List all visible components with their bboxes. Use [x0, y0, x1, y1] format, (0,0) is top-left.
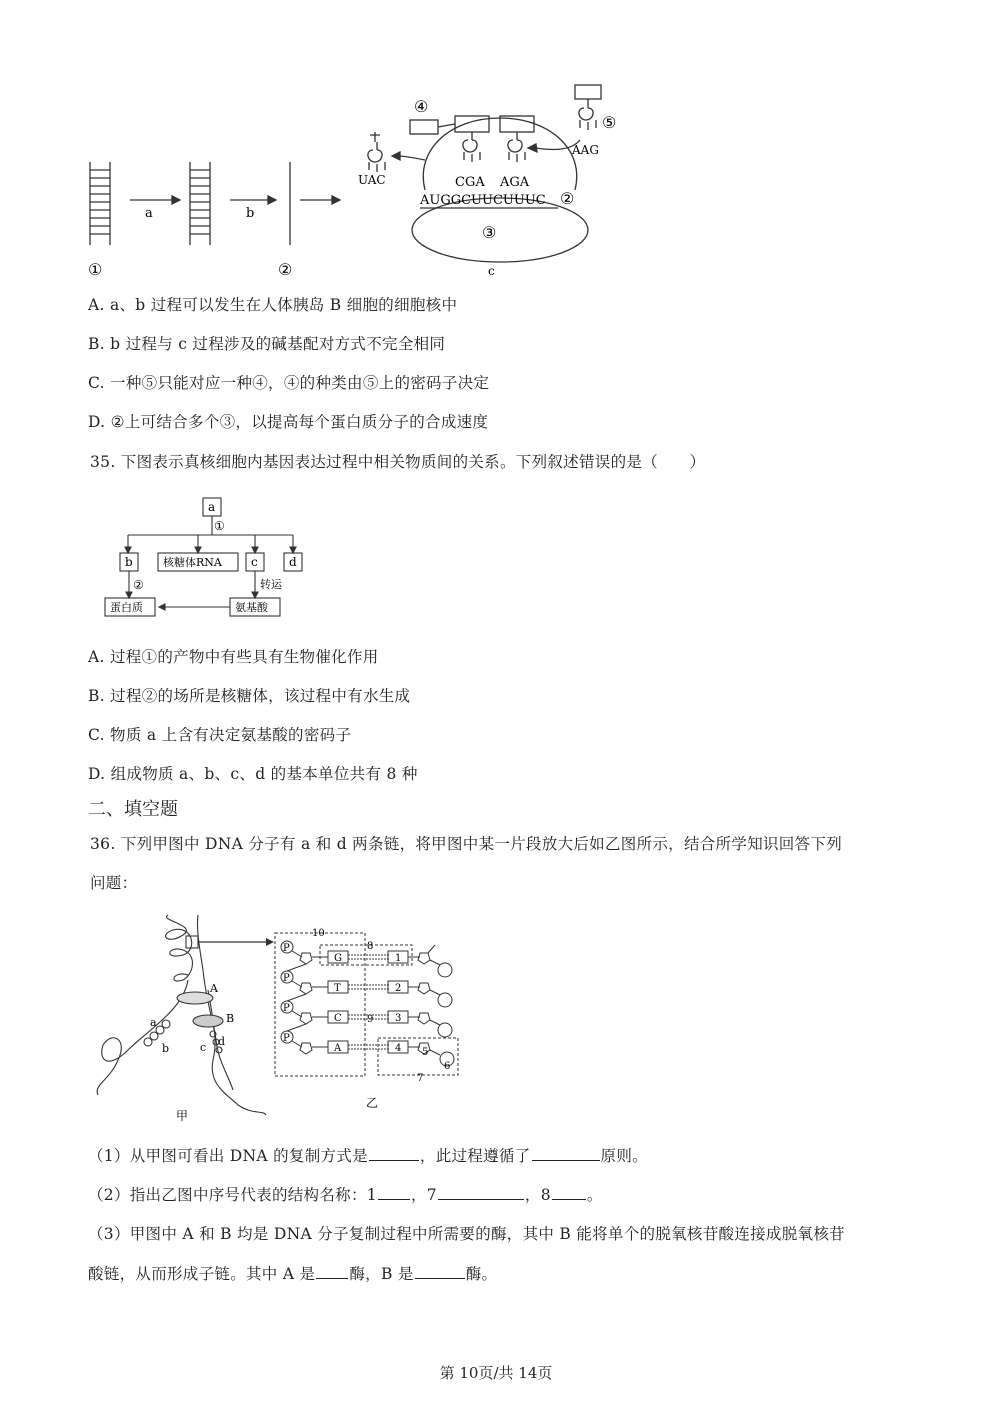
q36-blank-structure-8[interactable]	[552, 1185, 586, 1200]
fig34-aag: AAG	[572, 143, 599, 157]
q34-option-a: A. a、b 过程可以发生在人体胰岛 B 细胞的细胞核中	[88, 296, 458, 314]
q35-option-c: C. 物质 a 上含有决定氨基酸的密码子	[88, 726, 352, 744]
q36-blank-replication-mode[interactable]	[369, 1146, 419, 1161]
figure-q35-relationship	[100, 495, 320, 620]
q34-option-d: D. ②上可结合多个③，以提高每个蛋白质分子的合成速度	[88, 413, 489, 431]
yi-base-right-4: 4	[395, 1043, 402, 1054]
q36-sub2-text-b: ，7	[410, 1186, 437, 1204]
q36-stem-line1: 36. 下列甲图中 DNA 分子有 a 和 d 两条链，将甲图中某一片段放大后如乙图所示，结合所学知识回答下列	[90, 835, 842, 853]
q36-sub2	[88, 1183, 603, 1205]
q36-blank-enzyme-a[interactable]	[316, 1264, 348, 1279]
yi-p-1: P	[283, 943, 290, 954]
yi-base-left-1: G	[334, 953, 342, 964]
yi-label-6: 6	[444, 1061, 451, 1072]
yi-label-8: 8	[367, 941, 374, 952]
jia-caption: 甲	[176, 1109, 189, 1123]
q35-transport: 转运	[260, 578, 282, 591]
q36-sub1-text-b: ，此过程遵循了	[419, 1147, 531, 1165]
yi-caption: 乙	[366, 1096, 379, 1110]
yi-p-3: P	[283, 1003, 290, 1014]
fig34-label-2-bottom: ②	[278, 260, 293, 279]
q36-sub1-text-c: 原则。	[600, 1147, 648, 1165]
yi-label-7: 7	[417, 1073, 424, 1084]
q36-sub3-text-c: 酶。	[465, 1265, 498, 1283]
q35-node-protein: 蛋白质	[110, 601, 143, 614]
yi-base-right-2: 2	[395, 983, 402, 994]
fig34-label-a: a	[145, 206, 153, 221]
q36-sub3-text-a: 酸链，从而形成子链。其中 A 是	[88, 1265, 316, 1283]
q35-node-a: a	[208, 500, 216, 514]
fig34-label-2-mrna: ②	[560, 189, 575, 208]
q35-node-c: c	[251, 555, 258, 569]
yi-base-right-1: 1	[395, 953, 402, 964]
q36-sub3-line2	[88, 1262, 497, 1284]
yi-base-right-3: 3	[395, 1013, 402, 1024]
fig34-uac: UAC	[358, 173, 386, 187]
jia-label-B: B	[226, 1012, 235, 1025]
q36-sub1-text-a: （1）从甲图可看出 DNA 的复制方式是	[88, 1147, 368, 1165]
yi-label-10: 10	[312, 928, 325, 939]
q36-sub2-text-a: （2）指出乙图中序号代表的结构名称：1	[88, 1186, 377, 1204]
q35-node-amino: 氨基酸	[235, 601, 268, 614]
yi-label-9: 9	[367, 1014, 374, 1025]
q36-sub2-text-d: 。	[586, 1186, 603, 1204]
jia-label-A: A	[210, 982, 218, 995]
page-footer: 第 10页/共 14页	[439, 1364, 553, 1382]
q34-option-c: C. 一种⑤只能对应一种④，④的种类由⑤上的密码子决定	[88, 374, 490, 392]
yi-p-4: P	[283, 1033, 290, 1044]
q36-sub2-text-c: ，8	[524, 1186, 551, 1204]
q35-option-d: D. 组成物质 a、b、c、d 的基本单位共有 8 种	[88, 765, 418, 783]
q36-sub1	[88, 1144, 648, 1166]
figure-jia-dna-replication	[88, 910, 278, 1125]
q34-option-b: B. b 过程与 c 过程涉及的碱基配对方式不完全相同	[88, 335, 446, 353]
q36-blank-principle[interactable]	[532, 1146, 600, 1161]
fig34-label-1: ①	[88, 260, 103, 279]
q35-node-b: b	[125, 555, 133, 569]
q35-stem: 35. 下图表示真核细胞内基因表达过程中相关物质间的关系。下列叙述错误的是（ ）	[90, 453, 706, 471]
q36-sub3-text-b: 酶，B 是	[349, 1265, 414, 1283]
yi-base-left-4: A	[334, 1043, 342, 1054]
fig34-label-3: ③	[482, 223, 497, 242]
q36-blank-enzyme-b[interactable]	[415, 1264, 465, 1279]
figure-yi-dna-segment	[270, 925, 470, 1115]
jia-label-a: a	[150, 1016, 157, 1029]
q36-blank-structure-1[interactable]	[378, 1185, 410, 1200]
q35-node-rrna: 核糖体RNA	[163, 556, 222, 569]
jia-label-b: b	[162, 1042, 170, 1055]
yi-label-5: 5	[422, 1047, 429, 1058]
figure-gene-expression	[80, 80, 640, 285]
fig34-label-5: ⑤	[602, 113, 617, 132]
yi-p-2: P	[283, 973, 290, 984]
q35-step-2: ②	[133, 578, 144, 592]
yi-base-left-3: C	[334, 1013, 342, 1024]
q35-node-d: d	[289, 555, 297, 569]
fig34-label-b: b	[246, 206, 255, 221]
q35-step-1: ①	[214, 519, 225, 533]
fig34-cga: CGA	[455, 175, 485, 190]
fig34-aga: AGA	[500, 175, 530, 190]
fig34-label-c: c	[488, 264, 495, 278]
jia-label-d: d	[218, 1035, 226, 1048]
fig34-mrna: AUGGCUUCUUUC	[420, 193, 546, 208]
yi-base-left-2: T	[334, 983, 341, 994]
q36-blank-structure-7[interactable]	[438, 1185, 524, 1200]
q36-stem-line2: 问题：	[90, 874, 138, 892]
q35-option-b: B. 过程②的场所是核糖体，该过程中有水生成	[88, 687, 411, 705]
section-heading-fill-in: 二、填空题	[88, 799, 178, 820]
q35-option-a: A. 过程①的产物中有些具有生物催化作用	[88, 648, 379, 666]
jia-label-c: c	[200, 1041, 207, 1054]
q36-sub3-line1: （3）甲图中 A 和 B 均是 DNA 分子复制过程中所需要的酶，其中 B 能将单个的脱氧核苷酸连接成脱氧核苷	[88, 1225, 845, 1243]
fig34-label-4: ④	[414, 97, 429, 116]
